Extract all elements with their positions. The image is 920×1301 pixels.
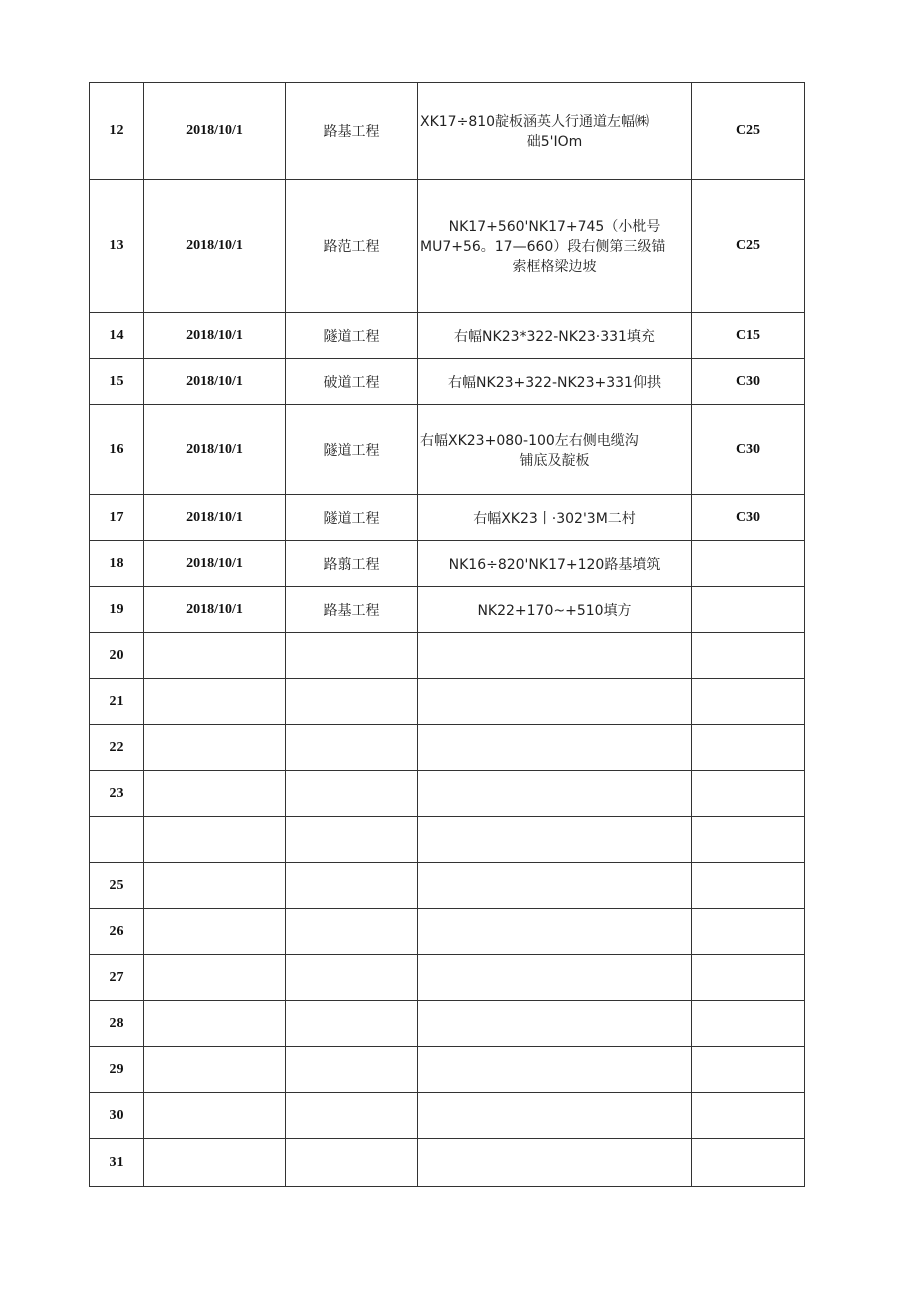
table-row bbox=[90, 679, 805, 725]
description-line: NK22+170~+510填方 bbox=[477, 602, 632, 619]
table-row bbox=[90, 771, 805, 817]
location-description-cell bbox=[418, 1001, 692, 1047]
location-description-cell bbox=[418, 1139, 692, 1187]
work-type-cell bbox=[286, 863, 418, 909]
table-row bbox=[90, 180, 805, 313]
concrete-grade-cell bbox=[692, 1001, 805, 1047]
work-type-cell bbox=[286, 679, 418, 725]
table-row bbox=[90, 955, 805, 1001]
concrete-grade-cell bbox=[692, 1047, 805, 1093]
concrete-grade-cell bbox=[692, 955, 805, 1001]
work-type-cell: 路基工程 bbox=[286, 83, 418, 180]
date-cell: 2018/10/1 bbox=[144, 405, 286, 495]
row-number-cell: 13 bbox=[90, 180, 144, 313]
description-line: 铺底及靛板 bbox=[519, 452, 590, 469]
table-row bbox=[90, 1047, 805, 1093]
work-type-cell: 路翦工程 bbox=[286, 541, 418, 587]
date-cell bbox=[144, 817, 286, 863]
location-description-cell bbox=[418, 495, 692, 541]
location-description-cell bbox=[418, 405, 692, 495]
work-type-cell bbox=[286, 1139, 418, 1187]
table-row bbox=[90, 541, 805, 587]
row-number-cell: 22 bbox=[90, 725, 144, 771]
row-number-cell bbox=[90, 817, 144, 863]
location-description-cell bbox=[418, 83, 692, 180]
concrete-grade-cell bbox=[692, 1139, 805, 1187]
description-lines bbox=[418, 111, 691, 151]
work-type-cell bbox=[286, 771, 418, 817]
row-number-cell: 27 bbox=[90, 955, 144, 1001]
location-description-cell bbox=[418, 909, 692, 955]
row-number-cell: 30 bbox=[90, 1093, 144, 1139]
concrete-grade-cell bbox=[692, 679, 805, 725]
work-type-cell: 隧道工程 bbox=[286, 405, 418, 495]
row-number-cell: 12 bbox=[90, 83, 144, 180]
location-description-cell bbox=[418, 863, 692, 909]
table-body bbox=[90, 83, 805, 1187]
description-lines bbox=[418, 600, 691, 620]
concrete-grade-cell bbox=[692, 817, 805, 863]
description-line: 右幅NK23*322-NK23·331填充 bbox=[454, 328, 655, 345]
date-cell bbox=[144, 679, 286, 725]
concrete-grade-cell: C30 bbox=[692, 405, 805, 495]
table-row bbox=[90, 1093, 805, 1139]
row-number-cell: 14 bbox=[90, 313, 144, 359]
row-number-cell: 31 bbox=[90, 1139, 144, 1187]
date-cell bbox=[144, 863, 286, 909]
table-row bbox=[90, 725, 805, 771]
table-row bbox=[90, 587, 805, 633]
work-type-cell bbox=[286, 955, 418, 1001]
date-cell: 2018/10/1 bbox=[144, 587, 286, 633]
row-number-cell: 19 bbox=[90, 587, 144, 633]
table-row bbox=[90, 1139, 805, 1187]
work-type-cell bbox=[286, 1047, 418, 1093]
concrete-grade-cell: C25 bbox=[692, 180, 805, 313]
location-description-cell bbox=[418, 771, 692, 817]
location-description-cell bbox=[418, 1047, 692, 1093]
table-row bbox=[90, 495, 805, 541]
location-description-cell bbox=[418, 587, 692, 633]
concrete-grade-cell bbox=[692, 633, 805, 679]
location-description-cell bbox=[418, 180, 692, 313]
description-lines bbox=[418, 508, 691, 528]
date-cell bbox=[144, 633, 286, 679]
concrete-grade-cell: C30 bbox=[692, 495, 805, 541]
concrete-grade-cell: C25 bbox=[692, 83, 805, 180]
description-lines bbox=[418, 554, 691, 574]
concrete-grade-cell: C30 bbox=[692, 359, 805, 405]
row-number-cell: 25 bbox=[90, 863, 144, 909]
description-line: NK16÷820'NK17+120路基墳筑 bbox=[448, 556, 661, 573]
row-number-cell: 20 bbox=[90, 633, 144, 679]
row-number-cell: 15 bbox=[90, 359, 144, 405]
table-row bbox=[90, 405, 805, 495]
description-line: 索框格梁边坡 bbox=[512, 259, 597, 275]
description-lines bbox=[418, 216, 691, 276]
location-description-cell bbox=[418, 679, 692, 725]
date-cell: 2018/10/1 bbox=[144, 495, 286, 541]
table-row bbox=[90, 909, 805, 955]
date-cell: 2018/10/1 bbox=[144, 359, 286, 405]
concrete-grade-cell bbox=[692, 587, 805, 633]
date-cell: 2018/10/1 bbox=[144, 541, 286, 587]
row-number-cell: 26 bbox=[90, 909, 144, 955]
location-description-cell bbox=[418, 725, 692, 771]
work-type-cell: 隧道工程 bbox=[286, 495, 418, 541]
table-row bbox=[90, 863, 805, 909]
date-cell bbox=[144, 771, 286, 817]
concrete-grade-cell bbox=[692, 1093, 805, 1139]
description-line: XK17÷810靛板涵英人行通道左幅㈱ bbox=[420, 114, 650, 130]
description-line: 右幅XK23+080-100左右侧电缆沟 bbox=[420, 432, 639, 449]
work-type-cell bbox=[286, 1093, 418, 1139]
row-number-cell: 18 bbox=[90, 541, 144, 587]
table-row bbox=[90, 1001, 805, 1047]
row-number-cell: 17 bbox=[90, 495, 144, 541]
description-line: MU7+56。17—660）段右侧第三级锚 bbox=[420, 239, 666, 255]
date-cell bbox=[144, 1047, 286, 1093]
work-type-cell bbox=[286, 725, 418, 771]
date-cell bbox=[144, 909, 286, 955]
concrete-grade-cell bbox=[692, 725, 805, 771]
location-description-cell bbox=[418, 313, 692, 359]
work-type-cell bbox=[286, 909, 418, 955]
concrete-grade-cell bbox=[692, 909, 805, 955]
description-line: 右幅XK23丨·302'3M二村 bbox=[473, 510, 636, 527]
row-number-cell: 29 bbox=[90, 1047, 144, 1093]
description-line: 础5'IOm bbox=[526, 134, 583, 150]
location-description-cell bbox=[418, 817, 692, 863]
work-type-cell: 破道工程 bbox=[286, 359, 418, 405]
description-line: NK17+560'NK17+745（小枇号 bbox=[448, 219, 661, 235]
concrete-grade-cell bbox=[692, 771, 805, 817]
concrete-grade-cell bbox=[692, 863, 805, 909]
date-cell bbox=[144, 1001, 286, 1047]
date-cell bbox=[144, 1139, 286, 1187]
location-description-cell bbox=[418, 1093, 692, 1139]
row-number-cell: 21 bbox=[90, 679, 144, 725]
pour-record-table bbox=[89, 82, 805, 1187]
date-cell bbox=[144, 1093, 286, 1139]
work-type-cell bbox=[286, 1001, 418, 1047]
date-cell: 2018/10/1 bbox=[144, 313, 286, 359]
location-description-cell bbox=[418, 955, 692, 1001]
concrete-grade-cell bbox=[692, 541, 805, 587]
location-description-cell bbox=[418, 633, 692, 679]
work-type-cell: 路基工程 bbox=[286, 587, 418, 633]
date-cell: 2018/10/1 bbox=[144, 83, 286, 180]
date-cell bbox=[144, 955, 286, 1001]
description-line: 右幅NK23+322-NK23+331仰拱 bbox=[448, 374, 661, 391]
description-lines bbox=[418, 372, 691, 392]
description-lines bbox=[418, 326, 691, 346]
concrete-grade-cell: C15 bbox=[692, 313, 805, 359]
table-row bbox=[90, 359, 805, 405]
work-type-cell bbox=[286, 817, 418, 863]
row-number-cell: 16 bbox=[90, 405, 144, 495]
description-lines bbox=[418, 430, 691, 470]
work-type-cell: 路范工程 bbox=[286, 180, 418, 313]
location-description-cell bbox=[418, 359, 692, 405]
table-row bbox=[90, 633, 805, 679]
row-number-cell: 23 bbox=[90, 771, 144, 817]
date-cell: 2018/10/1 bbox=[144, 180, 286, 313]
date-cell bbox=[144, 725, 286, 771]
table-row bbox=[90, 817, 805, 863]
row-number-cell: 28 bbox=[90, 1001, 144, 1047]
work-type-cell: 隧道工程 bbox=[286, 313, 418, 359]
work-type-cell bbox=[286, 633, 418, 679]
table-row bbox=[90, 313, 805, 359]
location-description-cell bbox=[418, 541, 692, 587]
table-row bbox=[90, 83, 805, 180]
